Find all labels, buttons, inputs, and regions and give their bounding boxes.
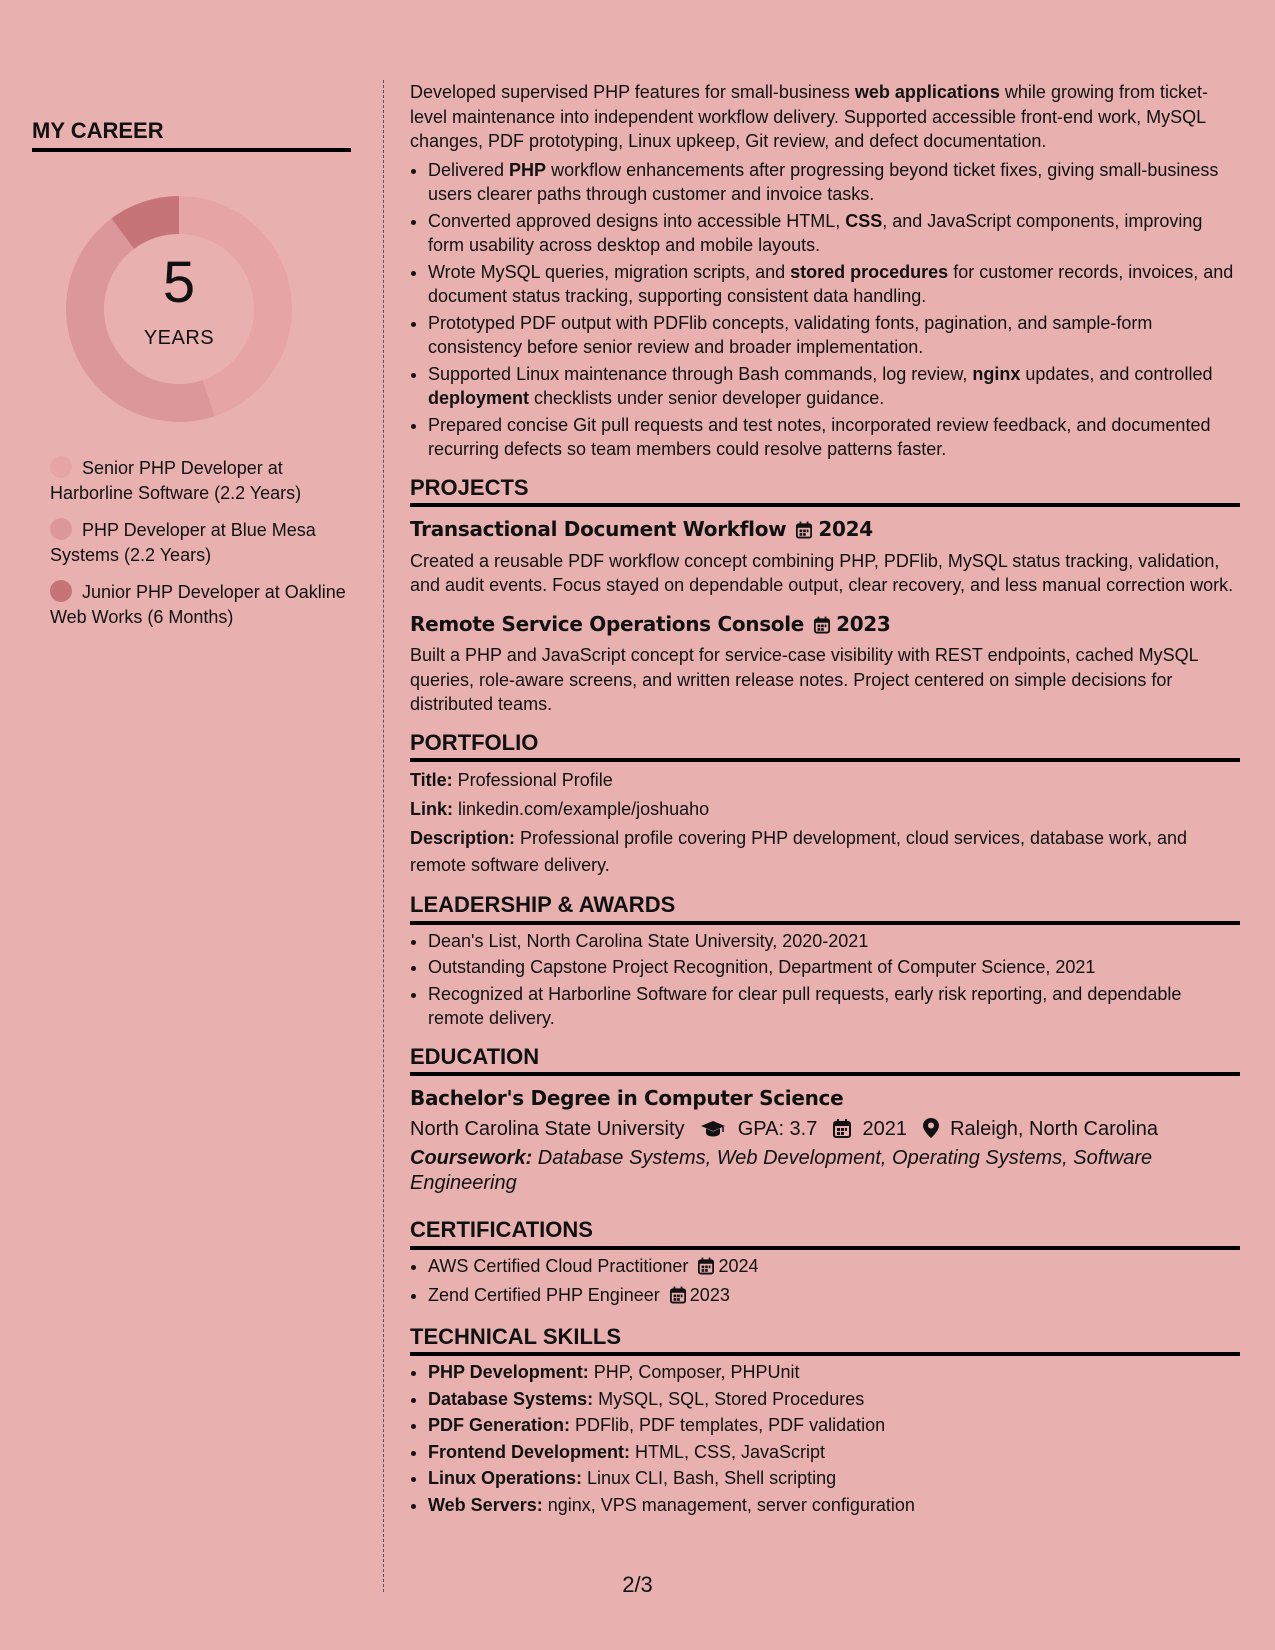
projects-heading: PROJECTS xyxy=(410,476,1240,508)
award-item: • Recognized at Harborline Software for clear pull requests, early risk reporting, and dependable remote delivery. xyxy=(428,982,1240,1031)
education-degree: Bachelor's Degree in Computer Science xyxy=(410,1086,844,1110)
skill-item xyxy=(428,1493,1240,1518)
bullet-segment: Supported Linux maintenance through Bash commands, log review, xyxy=(428,363,973,384)
education-coursework xyxy=(410,1146,1240,1196)
career-sidebar xyxy=(32,118,351,642)
experience-bullet xyxy=(428,209,1240,258)
education-school: North Carolina State University xyxy=(410,1117,685,1140)
certification-item xyxy=(428,1254,1240,1282)
award-item: • Dean's List, North Carolina State University, 2020-2021 xyxy=(428,929,1240,954)
awards-list xyxy=(410,929,1240,1031)
skill-category: Linux Operations: xyxy=(428,1468,583,1488)
location-pin-icon xyxy=(923,1118,939,1138)
skills-heading: TECHNICAL SKILLS xyxy=(410,1325,1240,1357)
skill-values: HTML, CSS, JavaScript xyxy=(630,1441,826,1462)
experience-bullet xyxy=(428,362,1240,411)
bullet-segment: nginx xyxy=(972,363,1021,384)
portfolio-link xyxy=(410,796,1240,823)
graduation-cap-icon xyxy=(700,1120,726,1138)
education-year: 2021 xyxy=(862,1117,907,1140)
donut-slice-2 xyxy=(66,218,215,422)
bullet-segment: , and JavaScript components, improving form usability across desktop and mobile layouts. xyxy=(428,210,1203,255)
calendar-icon xyxy=(670,1286,686,1311)
experience-bullet xyxy=(428,311,1240,360)
column-divider xyxy=(383,80,384,1592)
total-years-value: 5 xyxy=(162,250,196,315)
summary-segment: while growing from ticket-level maintenance into independent workflow delivery. Supported accessible front-end work, MySQL changes, PDF prototyping, Linux upkeep, Git review, and defect documentation. xyxy=(410,82,1208,151)
skill-values: MySQL, SQL, Stored Procedures xyxy=(593,1388,865,1409)
legend-item xyxy=(50,456,351,506)
skills-list xyxy=(410,1360,1240,1517)
certifications-heading: CERTIFICATIONS xyxy=(410,1218,1240,1250)
portfolio-heading: PORTFOLIO xyxy=(410,731,1240,763)
bullet-segment: Prepared concise Git pull requests and test notes, incorporated review feedback, and documented recurring defects so team members could resolve patterns faster. xyxy=(428,414,1211,459)
skill-category: PDF Generation: xyxy=(428,1415,571,1435)
career-title: MY CAREER xyxy=(32,118,351,152)
project-year: 2024 xyxy=(818,517,873,541)
portfolio-title-label: Title: xyxy=(410,770,453,790)
certification-year: 2023 xyxy=(689,1285,730,1305)
bullet-segment: updates, and controlled xyxy=(1020,363,1213,384)
project-year: 2023 xyxy=(836,611,891,636)
experience-bullet xyxy=(428,260,1240,309)
skill-item xyxy=(428,1413,1240,1438)
calendar-icon xyxy=(833,1119,851,1138)
legend-dot xyxy=(50,456,72,478)
bullet-segment: deployment xyxy=(428,388,530,408)
certifications-list xyxy=(410,1254,1240,1311)
skill-category: Database Systems: xyxy=(428,1388,594,1409)
skill-item xyxy=(428,1387,1240,1412)
award-item: • Outstanding Capstone Project Recognition, Department of Computer Science, 2021 xyxy=(428,955,1240,980)
legend-label: Junior PHP Developer at Oakline Web Works (6 Months) xyxy=(50,582,346,627)
project-title-row xyxy=(410,517,1240,545)
portfolio-link-label: Link: xyxy=(410,799,453,819)
skill-values: PHP, Composer, PHPUnit xyxy=(588,1362,800,1382)
skill-item xyxy=(428,1360,1240,1385)
skill-values: nginx, VPS management, server configuration xyxy=(542,1494,915,1515)
certification-name: Zend Certified PHP Engineer xyxy=(428,1285,660,1305)
portfolio-title-value: Professional Profile xyxy=(452,770,613,790)
portfolio-description xyxy=(410,825,1240,879)
experience-bullet xyxy=(428,158,1240,207)
legend-dot xyxy=(50,518,72,540)
education-heading: EDUCATION xyxy=(410,1045,1240,1077)
projects-list xyxy=(410,517,1240,717)
calendar-icon xyxy=(796,520,812,545)
bullet-segment: CSS xyxy=(845,210,883,231)
skill-category: Web Servers: xyxy=(428,1494,543,1515)
main-column xyxy=(410,80,1240,1519)
bullet-segment: Delivered xyxy=(428,159,510,180)
portfolio-desc-label: Description: xyxy=(410,828,516,848)
bullet-segment: stored procedures xyxy=(790,261,949,282)
skill-values: PDFlib, PDF templates, PDF validation xyxy=(570,1415,886,1435)
calendar-icon xyxy=(698,1257,714,1282)
experience-bullets xyxy=(410,158,1240,462)
skill-category: Frontend Development: xyxy=(428,1441,631,1462)
skill-category: PHP Development: xyxy=(428,1362,589,1382)
education-gpa: GPA: 3.7 xyxy=(737,1117,818,1140)
bullet-segment: PHP xyxy=(509,159,547,180)
coursework-label: Coursework: xyxy=(410,1147,533,1169)
legend-item xyxy=(50,580,351,630)
calendar-icon xyxy=(814,615,830,640)
portfolio-link-value[interactable]: linkedin.com/example/joshuaho xyxy=(453,799,710,819)
awards-heading: LEADERSHIP & AWARDS xyxy=(410,893,1240,925)
total-years-unit: YEARS xyxy=(143,327,215,349)
bullet-segment: checklists under senior developer guidance. xyxy=(529,388,885,408)
skill-item xyxy=(428,1440,1240,1465)
career-donut-chart xyxy=(64,194,294,424)
education-location: Raleigh, North Carolina xyxy=(950,1117,1158,1140)
skill-item xyxy=(428,1466,1240,1491)
certification-item xyxy=(428,1283,1240,1311)
coursework-value: Database Systems, Web Development, Operating Systems, Software Engineering xyxy=(410,1147,1153,1194)
legend-dot xyxy=(50,580,72,602)
bullet-segment: workflow enhancements after progressing beyond ticket fixes, giving small-business users clearer paths through customer and invoice tasks. xyxy=(428,159,1219,204)
skill-values: Linux CLI, Bash, Shell scripting xyxy=(582,1468,837,1488)
legend-label: Senior PHP Developer at Harborline Software (2.2 Years) xyxy=(50,458,302,503)
project-title: Remote Service Operations Console xyxy=(410,611,805,636)
portfolio-desc-value: Professional profile covering PHP development, cloud services, database work, and remote software delivery. xyxy=(410,828,1188,875)
project-description: Built a PHP and JavaScript concept for service-case visibility with REST endpoints, cached MySQL queries, role-aware screens, and written release notes. Project centered on simple decisions for distributed teams. xyxy=(410,645,1199,714)
project-title: Transactional Document Workflow xyxy=(410,517,787,541)
legend-label: PHP Developer at Blue Mesa Systems (2.2 Years) xyxy=(50,520,316,565)
education-details xyxy=(410,1117,1240,1142)
certification-name: AWS Certified Cloud Practitioner xyxy=(428,1255,689,1276)
bullet-segment: Wrote MySQL queries, migration scripts, and xyxy=(428,261,791,282)
summary-segment: Developed supervised PHP features for small-business xyxy=(410,82,855,102)
bullet-segment: Prototyped PDF output with PDFlib concepts, validating fonts, pagination, and sample-form consistency before senior review and broader implementation. xyxy=(428,312,1153,357)
experience-bullet xyxy=(428,413,1240,462)
page-number: 2/3 xyxy=(622,1572,653,1597)
portfolio-title xyxy=(410,767,1240,794)
certification-year: 2024 xyxy=(718,1255,759,1276)
career-legend xyxy=(50,456,351,630)
project-description: Created a reusable PDF workflow concept combining PHP, PDFlib, MySQL status tracking, validation, and audit events. Focus stayed on dependable output, clear recovery, and less manual correction work. xyxy=(410,550,1234,595)
project-title-row xyxy=(410,612,1240,640)
legend-item xyxy=(50,518,351,568)
experience-summary xyxy=(410,80,1240,154)
bullet-segment: Converted approved designs into accessible HTML, xyxy=(428,210,846,231)
summary-segment: web applications xyxy=(854,82,1000,102)
bullet-segment: for customer records, invoices, and document status tracking, supporting consistent data handling. xyxy=(428,261,1234,306)
